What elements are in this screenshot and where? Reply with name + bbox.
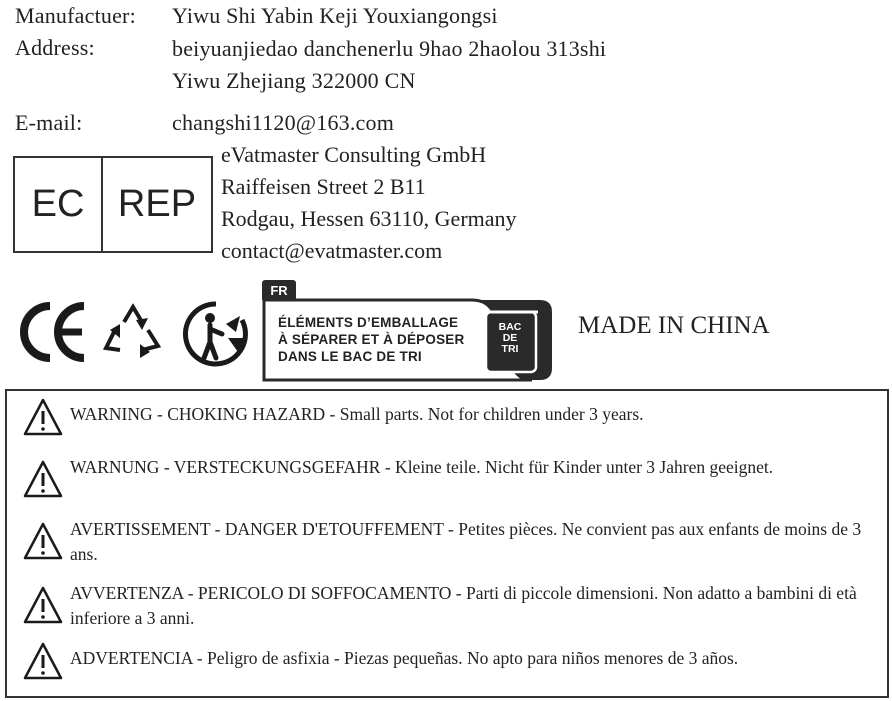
- warning-row: [22, 397, 877, 441]
- ec-rep-street: Raiffeisen Street 2 B11: [221, 174, 426, 199]
- ec-rep-right: REP: [117, 183, 197, 225]
- warning-text: WARNUNG - VERSTECKUNGSGEFAHR - Kleine teile. Nicht für Kinder unter 3 Jahren geeignet.: [70, 457, 774, 477]
- bin-line-2: DE: [502, 332, 518, 344]
- ce-mark-icon: [18, 300, 88, 364]
- triman-line-3: DANS LE BAC DE TRI: [278, 349, 422, 364]
- warning-triangle-icon: [22, 521, 64, 561]
- triman-line-2: À SÉPARER ET À DÉPOSER: [278, 332, 465, 347]
- email-label: E-mail:: [15, 110, 83, 135]
- bin-label: [491, 322, 529, 355]
- warning-row: [22, 455, 877, 505]
- manufacturer-email: changshi1120@163.com: [172, 110, 395, 135]
- manufacturer-label: Manufactuer:: [15, 3, 136, 28]
- manufacturer-name: Yiwu Shi Yabin Keji Youxiangongsi: [172, 3, 498, 28]
- warning-text: AVVERTENZA - PERICOLO DI SOFFOCAMENTO - Parti di piccole dimensioni. Non adatto a bambini di età inferiore a 3 anni.: [70, 583, 857, 628]
- triman-icon: [180, 298, 252, 368]
- address-line-1: beiyuanjiedao danchenerlu 9hao 2haolou 313shi: [172, 36, 607, 61]
- bin-line-3: TRI: [501, 343, 519, 355]
- warning-triangle-icon: [22, 459, 64, 499]
- warning-row: [22, 517, 877, 567]
- ec-rep-city: Rodgau, Hessen 63110, Germany: [221, 206, 517, 231]
- address-label: Address:: [15, 35, 95, 60]
- ec-rep-symbol: [13, 156, 213, 253]
- warning-row: [22, 641, 877, 685]
- triman-fr-badge: FR: [262, 280, 296, 300]
- triman-text: [278, 314, 464, 365]
- warning-text: ADVERTENCIA - Peligro de asfixia - Piezas pequeñas. No apto para niños menores de 3 años.: [70, 648, 739, 668]
- warning-triangle-icon: [22, 397, 64, 437]
- warning-triangle-icon: [22, 641, 64, 681]
- address-line-2: Yiwu Zhejiang 322000 CN: [172, 68, 416, 93]
- warning-triangle-icon: [22, 585, 64, 625]
- ec-rep-company: eVatmaster Consulting GmbH: [221, 142, 487, 167]
- bin-line-1: BAC: [498, 321, 522, 333]
- warning-text: WARNING - CHOKING HAZARD - Small parts. Not for children under 3 years.: [70, 404, 644, 424]
- triman-line-1: ÉLÉMENTS D’EMBALLAGE: [278, 315, 459, 330]
- warning-text: AVERTISSEMENT - DANGER D'ETOUFFEMENT - Petites pièces. Ne convient pas aux enfants de moins de 3 ans.: [70, 519, 862, 564]
- ec-rep-left: EC: [15, 158, 103, 251]
- recycle-icon: [100, 300, 166, 362]
- warning-row: [22, 581, 877, 631]
- ec-rep-email: contact@evatmaster.com: [221, 238, 443, 263]
- made-in-label: MADE IN CHINA: [578, 312, 770, 339]
